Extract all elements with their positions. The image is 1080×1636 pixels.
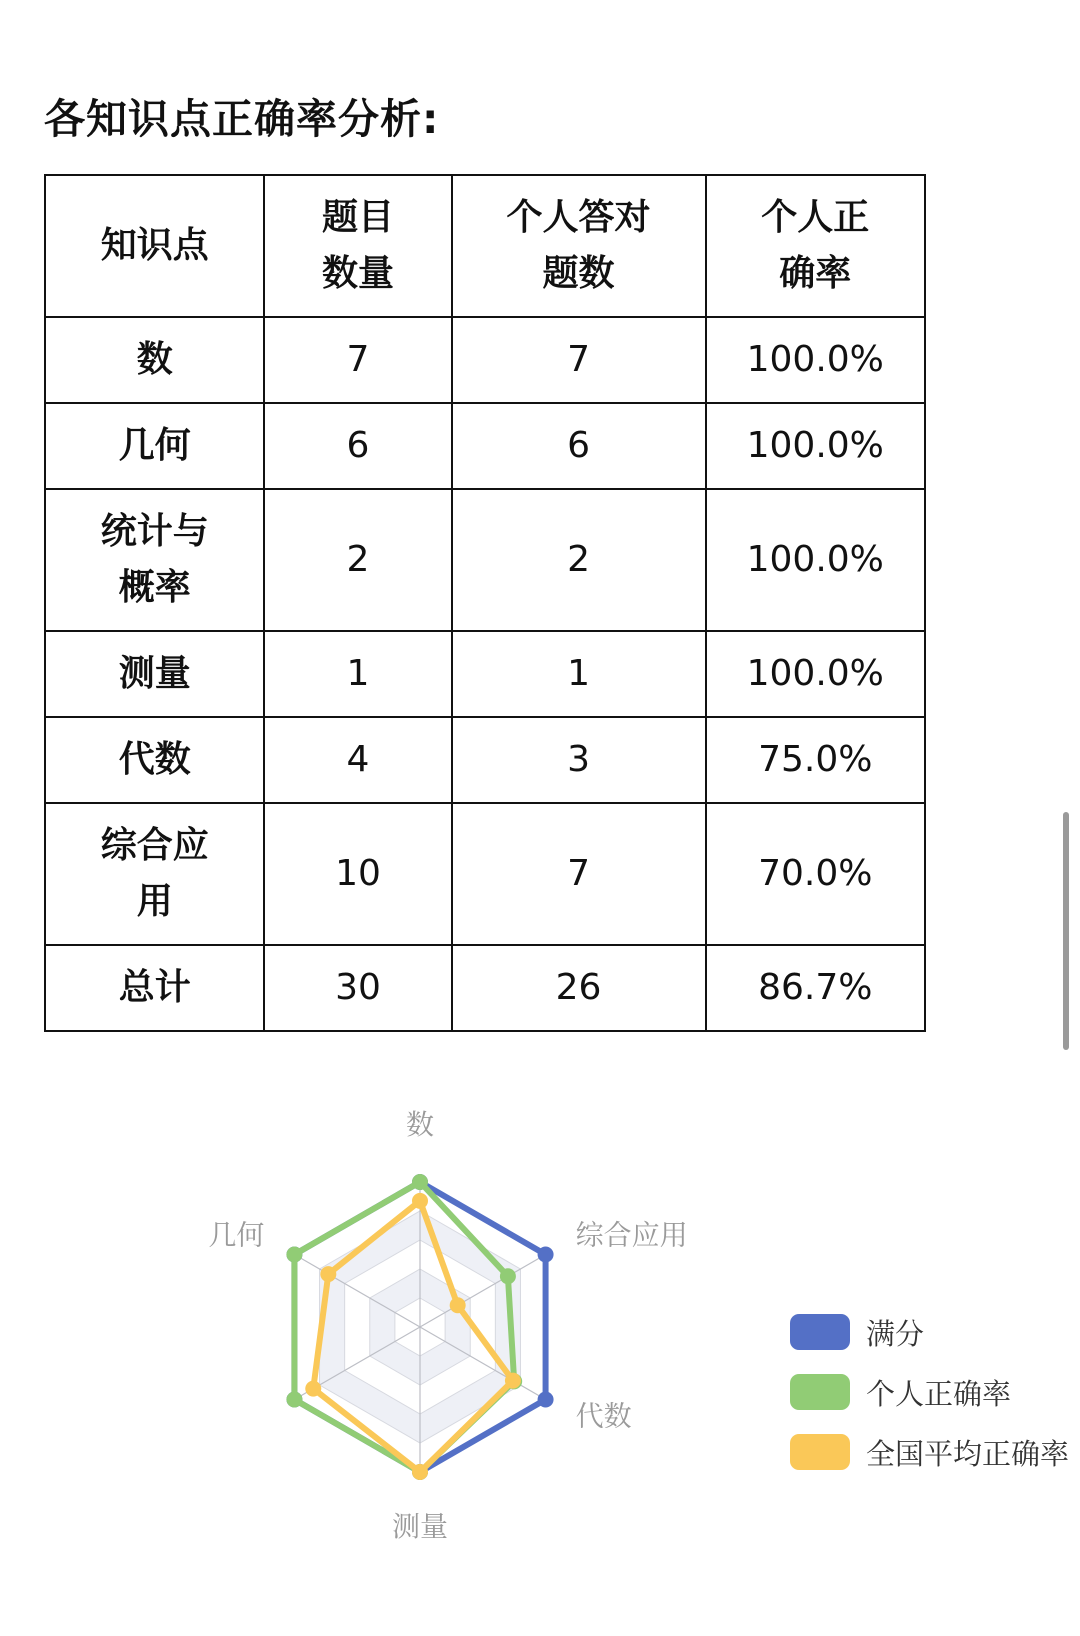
header-count-line: 题目 — [322, 197, 395, 238]
header-count-line: 数量 — [322, 253, 395, 294]
chart-legend — [790, 1302, 1069, 1482]
radar-axis-label: 代数 — [575, 1399, 632, 1433]
header-topic-line: 知识点 — [100, 225, 209, 266]
topic-line: 代数 — [118, 739, 191, 780]
correct-cell: 7 — [452, 317, 706, 403]
table-row — [45, 403, 925, 489]
table-row-total — [45, 945, 925, 1031]
stats-table — [44, 174, 926, 1032]
topic-cell — [45, 945, 264, 1031]
count-cell: 30 — [264, 945, 451, 1031]
topic-line: 概率 — [118, 567, 191, 608]
legend-label: 个人正确率 — [866, 1376, 1012, 1411]
topic-line: 统计与 — [100, 511, 209, 552]
header-correct — [452, 175, 706, 317]
topic-cell — [45, 631, 264, 717]
radar-point — [305, 1381, 321, 1397]
count-cell: 7 — [264, 317, 451, 403]
radar-point — [412, 1464, 428, 1480]
correct-cell: 7 — [452, 803, 706, 945]
topic-cell — [45, 803, 264, 945]
radar-point — [412, 1193, 428, 1209]
header-count — [264, 175, 451, 317]
radar-point — [538, 1247, 554, 1263]
radar-point — [505, 1373, 521, 1389]
table-row — [45, 803, 925, 945]
header-rate — [706, 175, 926, 317]
count-cell: 1 — [264, 631, 451, 717]
topic-cell — [45, 403, 264, 489]
legend-item[interactable] — [790, 1422, 1069, 1482]
radar-point — [286, 1247, 302, 1263]
legend-swatch — [790, 1434, 850, 1470]
count-cell: 6 — [264, 403, 451, 489]
radar-point — [320, 1266, 336, 1282]
correct-cell: 3 — [452, 717, 706, 803]
count-cell: 4 — [264, 717, 451, 803]
legend-label: 满分 — [866, 1316, 925, 1351]
correct-cell: 1 — [452, 631, 706, 717]
header-rate-line: 个人正 — [761, 197, 870, 238]
legend-item[interactable] — [790, 1362, 1069, 1422]
header-topic — [45, 175, 264, 317]
topic-line: 用 — [136, 881, 173, 922]
correct-cell: 26 — [452, 945, 706, 1031]
correct-cell: 2 — [452, 489, 706, 631]
topic-line: 综合应 — [100, 825, 209, 866]
scrollbar[interactable] — [1063, 812, 1069, 1050]
radar-axis-label: 几何 — [208, 1218, 265, 1252]
topic-line: 几何 — [118, 425, 191, 466]
rate-cell: 100.0% — [706, 317, 926, 403]
radar-chart — [0, 1105, 780, 1635]
topic-cell — [45, 317, 264, 403]
radar-axis-label: 综合应用 — [575, 1218, 688, 1252]
header-rate-line: 确率 — [779, 253, 852, 294]
legend-item[interactable] — [790, 1302, 1069, 1362]
radar-point — [500, 1268, 516, 1284]
rate-cell: 100.0% — [706, 631, 926, 717]
page-title: 各知识点正确率分析: — [44, 95, 440, 143]
legend-label: 全国平均正确率 — [866, 1436, 1070, 1471]
legend-swatch — [790, 1314, 850, 1350]
radar-axis-label: 数 — [405, 1108, 435, 1141]
count-cell: 10 — [264, 803, 451, 945]
rate-cell: 86.7% — [706, 945, 926, 1031]
rate-cell: 100.0% — [706, 489, 926, 631]
radar-point — [412, 1174, 428, 1190]
header-correct-line: 题数 — [542, 253, 615, 294]
rate-cell: 100.0% — [706, 403, 926, 489]
correct-cell: 6 — [452, 403, 706, 489]
topic-line: 测量 — [118, 653, 191, 694]
radar-point — [450, 1297, 466, 1313]
rate-cell: 70.0% — [706, 803, 926, 945]
topic-line: 总计 — [118, 967, 191, 1008]
legend-swatch — [790, 1374, 850, 1410]
table-row — [45, 489, 925, 631]
topic-cell — [45, 489, 264, 631]
topic-line: 数 — [136, 339, 173, 380]
table-row — [45, 631, 925, 717]
rate-cell: 75.0% — [706, 717, 926, 803]
radar-axis-label: 测量 — [391, 1510, 449, 1543]
header-correct-line: 个人答对 — [506, 197, 651, 238]
radar-point — [286, 1392, 302, 1408]
table-row — [45, 717, 925, 803]
table-header-row — [45, 175, 925, 317]
count-cell: 2 — [264, 489, 451, 631]
topic-cell — [45, 717, 264, 803]
radar-point — [538, 1392, 554, 1408]
table-row — [45, 317, 925, 403]
